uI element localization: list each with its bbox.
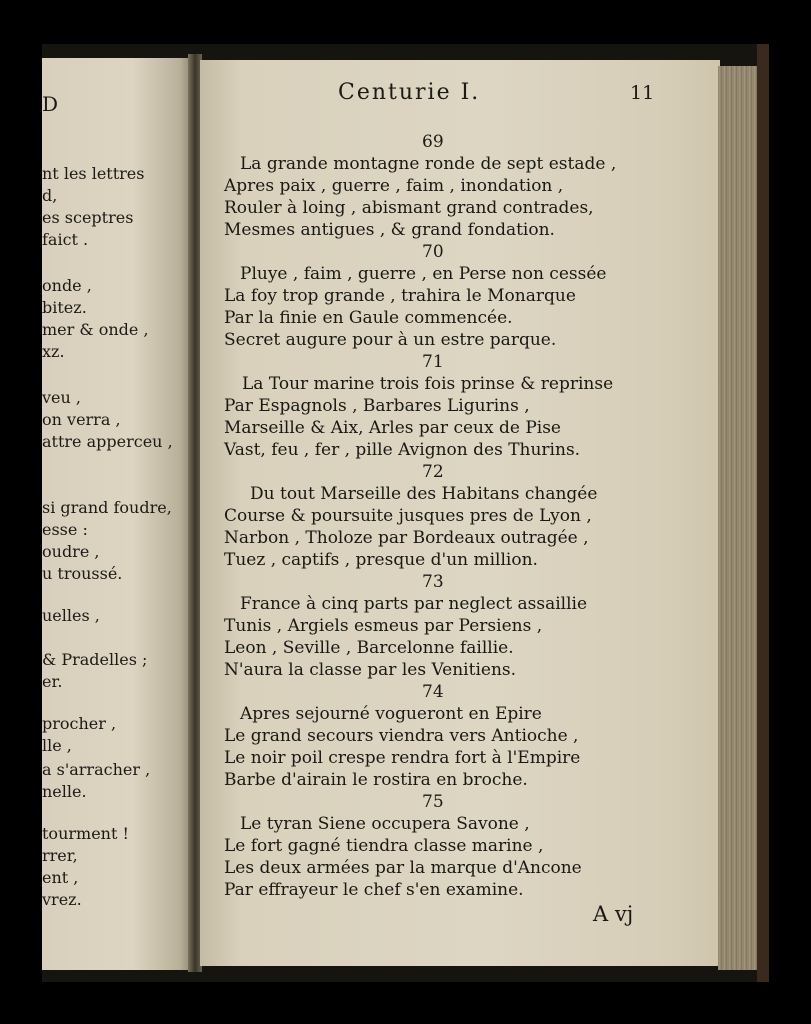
verse-line: Narbon , Tholoze par Bordeaux outragée ,: [224, 528, 589, 548]
quatrain-number: 74: [422, 682, 444, 702]
verse-line: Pluye , faim , guerre , en Perse non cessée: [240, 264, 607, 284]
verse-line: La Tour marine trois fois prinse & reprinse: [242, 374, 614, 394]
verse-line: Apres paix , guerre , faim , inondation ,: [224, 176, 564, 196]
verse-line: Vast, feu , fer , pille Avignon des Thurins.: [224, 440, 581, 460]
left-page-line: vrez.: [42, 890, 82, 909]
left-page-line: onde ,: [42, 276, 92, 295]
left-running-title-fragment: D: [42, 92, 59, 116]
verse-line: Apres sejourné vogueront en Epire: [240, 704, 542, 724]
verse-line: Le grand secours viendra vers Antioche ,: [224, 726, 579, 746]
verse-line: Le noir poil crespe rendra fort à l'Empire: [224, 748, 581, 768]
page-header: [200, 80, 720, 110]
verse-line: Le fort gagné tiendra classe marine ,: [224, 836, 544, 856]
left-page-line: nelle.: [42, 782, 87, 801]
verse-line: La foy trop grande , trahira le Monarque: [224, 286, 576, 306]
left-page-line: nt les lettres: [42, 164, 145, 183]
left-page-line: si grand foudre,: [42, 498, 172, 517]
running-title: Centurie I.: [338, 80, 481, 105]
quatrain-number: 70: [422, 242, 444, 262]
verse-line: Leon , Seville , Barcelonne faillie.: [224, 638, 514, 658]
verse-line: France à cinq parts par neglect assaillie: [240, 594, 588, 614]
left-page-line: oudre ,: [42, 542, 100, 561]
right-page: [200, 60, 720, 966]
left-page-line: mer & onde ,: [42, 320, 149, 339]
verse-line: Course & poursuite jusques pres de Lyon ,: [224, 506, 592, 526]
verse-line: Le tyran Siene occupera Savone ,: [240, 814, 530, 834]
quatrain-number: 72: [422, 462, 444, 482]
left-page-line: procher ,: [42, 714, 117, 733]
verse-line: Les deux armées par la marque d'Ancone: [224, 858, 582, 878]
page-number: 11: [630, 82, 655, 104]
verse-line: Secret augure pour à un estre parque.: [224, 330, 557, 350]
left-page-line: d,: [42, 186, 58, 205]
left-page-line: ent ,: [42, 868, 79, 887]
verse-line: Mesmes antigues , & grand fondation.: [224, 220, 555, 240]
quatrain-number: 73: [422, 572, 444, 592]
quatrain-number: 75: [422, 792, 444, 812]
verse-line: Tuez , captifs , presque d'un million.: [224, 550, 538, 570]
verse-line: Barbe d'airain le rostira en broche.: [224, 770, 528, 790]
left-page-line: uelles ,: [42, 606, 100, 625]
verse-line: Tunis , Argiels esmeus par Persiens ,: [224, 616, 543, 636]
signature-mark: A vj: [593, 902, 634, 926]
left-page-line: er.: [42, 672, 63, 691]
book-spread: [42, 44, 769, 982]
verse-line: Par effrayeur le chef s'en examine.: [224, 880, 524, 900]
left-page-line: rrer,: [42, 846, 78, 865]
left-page-line: a s'arracher ,: [42, 760, 151, 779]
verse-line: Par la finie en Gaule commencée.: [224, 308, 513, 328]
verse-line: Par Espagnols , Barbares Ligurins ,: [224, 396, 530, 416]
left-page-line: & Pradelles ;: [42, 650, 148, 669]
left-page-line: on verra ,: [42, 410, 121, 429]
quatrain-number: 71: [422, 352, 444, 372]
left-page-line: attre apperceu ,: [42, 432, 173, 451]
verse-line: Rouler à loing , abismant grand contrades,: [224, 198, 594, 218]
verse-line: Marseille & Aix, Arles par ceux de Pise: [224, 418, 561, 438]
left-page-line: u troussé.: [42, 564, 123, 583]
quatrain-number: 69: [422, 132, 444, 152]
left-page-line: es sceptres: [42, 208, 134, 227]
left-page-line: veu ,: [42, 388, 81, 407]
left-page-line: bitez.: [42, 298, 87, 317]
left-page-line: tourment !: [42, 824, 129, 843]
left-page-line: esse :: [42, 520, 88, 539]
verse-line: N'aura la classe par les Venitiens.: [224, 660, 517, 680]
left-page: [42, 58, 192, 970]
left-page-line: xz.: [42, 342, 65, 361]
left-page-line: lle ,: [42, 736, 72, 755]
verse-line: La grande montagne ronde de sept estade ,: [240, 154, 617, 174]
left-page-line: faict .: [42, 230, 89, 249]
verse-line: Du tout Marseille des Habitans changée: [250, 484, 598, 504]
book-cover-edge: [757, 44, 769, 982]
